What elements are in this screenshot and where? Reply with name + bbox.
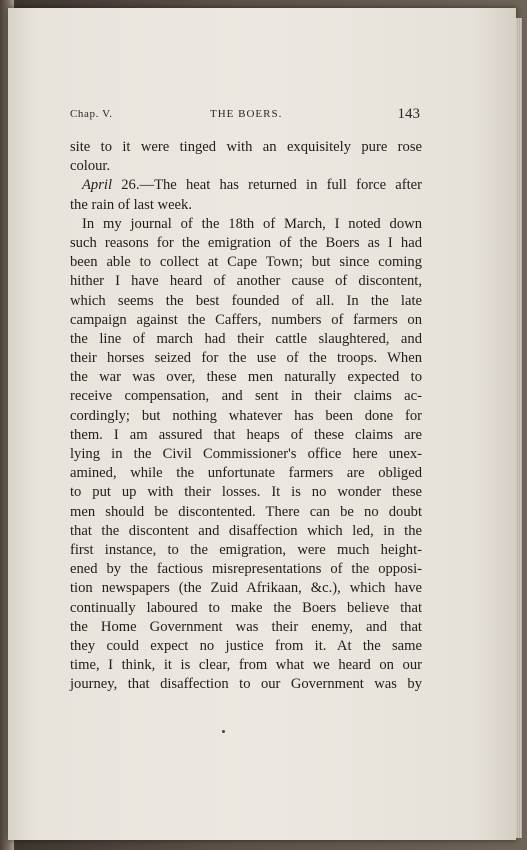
- text-line: cordingly; but nothing whatever has been done for: [70, 407, 422, 424]
- text-line: amined, while the unfortunate farmers are obliged: [70, 465, 422, 482]
- text-line: the Home Government was their enemy, and that: [70, 618, 422, 635]
- text-line: the war was over, these men naturally expected to: [70, 369, 422, 386]
- text-line: which seems the best founded of all. In the late: [70, 292, 422, 309]
- running-title: THE BOERS.: [210, 108, 283, 120]
- date-line-rest: 26.—The heat has returned in full force after: [121, 177, 423, 194]
- text-line: been able to collect at Cape Town; but since coming: [70, 254, 422, 271]
- text-line: ened by the factious misrepresentations of the opposi-: [70, 561, 422, 578]
- text-line: men should be discontented. There can be no doubt: [70, 503, 422, 520]
- chapter-label: Chap. V.: [70, 108, 113, 120]
- text-line: first instance, to the emigration, were much height-: [70, 541, 422, 558]
- text-line: their horses seized for the use of the troops. When: [70, 350, 422, 367]
- text-line: tion newspapers (the Zuid Afrikaan, &c.), which have: [70, 580, 422, 597]
- text-line: the rain of last week.: [70, 196, 192, 213]
- text-line: them. I am assured that heaps of these claims are: [70, 426, 422, 443]
- text-line: to put up with their losses. It is no wonder these: [70, 484, 422, 501]
- text-line: colour.: [70, 158, 111, 175]
- page-fore-edge: [516, 18, 522, 838]
- text-line: time, I think, it is clear, from what we heard on our: [70, 657, 422, 674]
- text-line: In my journal of the 18th of March, I noted down: [82, 215, 422, 232]
- text-line: such reasons for the emigration of the Boers as I had: [70, 234, 422, 251]
- page-number: 143: [397, 106, 420, 122]
- page-speck: [222, 730, 225, 733]
- running-header: [70, 106, 420, 124]
- page-body-text: [70, 138, 422, 694]
- text-line: that the discontent and disaffection which led, in the: [70, 522, 422, 539]
- text-line: they could expect no justice from it. At the same: [70, 637, 422, 654]
- text-line: hither I have heard of another cause of discontent,: [70, 273, 422, 290]
- text-line: receive compensation, and sent in their claims ac-: [70, 388, 422, 405]
- book-page: [8, 8, 516, 840]
- text-line: lying in the Civil Commissioner's office here unex-: [70, 446, 422, 462]
- date-word: April: [82, 177, 112, 194]
- text-line: continually laboured to make the Boers believe that: [70, 599, 422, 616]
- text-line: journey, that disaffection to our Government was by: [70, 676, 422, 693]
- text-line: site to it were tinged with an exquisitely pure rose: [70, 139, 422, 155]
- text-line: campaign against the Caffers, numbers of farmers on: [70, 311, 422, 328]
- text-line: the line of march had their cattle slaughtered, and: [70, 330, 422, 347]
- text-line-dated: [70, 176, 422, 195]
